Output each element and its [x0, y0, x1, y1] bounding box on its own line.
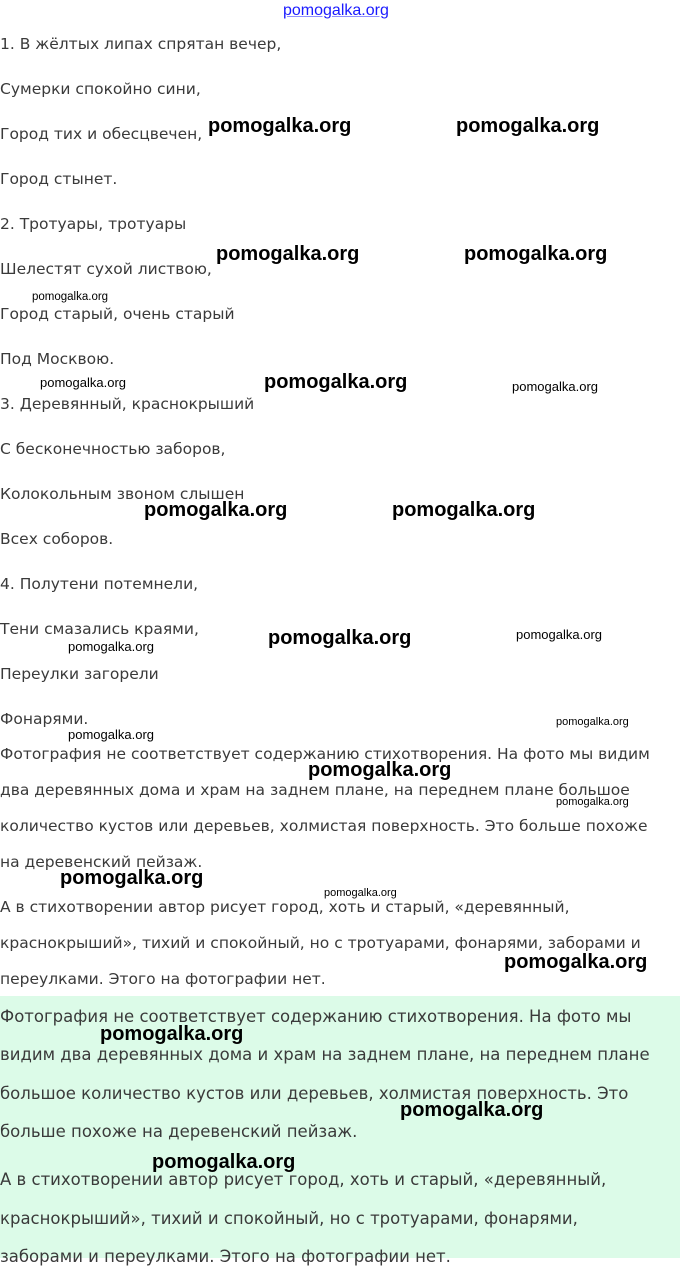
answer-line: заборами и переулками. Этого на фотографии нет.: [0, 1247, 451, 1266]
analysis-line: на деревенский пейзаж.: [0, 853, 203, 871]
poem-line: Город тих и обесцвечен,: [0, 125, 203, 143]
analysis-line: А в стихотворении автор рисует город, хоть и старый, «деревянный,: [0, 898, 570, 916]
watermark: pomogalka.org: [208, 115, 352, 137]
answer-line: видим два деревянных дома и храм на заднем плане, на переднем плане: [0, 1045, 650, 1064]
watermark: pomogalka.org: [68, 639, 154, 654]
watermark: pomogalka.org: [32, 291, 109, 303]
watermark: pomogalka.org: [308, 759, 452, 781]
watermark: pomogalka.org: [504, 951, 648, 973]
watermark: pomogalka.org: [268, 627, 412, 649]
poem-line: 1. В жёлтых липах спрятан вечер,: [0, 35, 282, 53]
analysis-line: Фотография не соответствует содержанию стихотворения. На фото мы видим: [0, 745, 650, 763]
analysis-line: краснокрыший», тихий и спокойный, но с тротуарами, фонарями, заборами и: [0, 934, 641, 952]
poem-line: Переулки загорели: [0, 665, 159, 683]
watermark: pomogalka.org: [556, 716, 629, 728]
poem-line: С бесконечностью заборов,: [0, 440, 226, 458]
watermark: pomogalka.org: [392, 499, 536, 521]
poem-line: Фонарями.: [0, 710, 89, 728]
watermark: pomogalka.org: [456, 115, 600, 137]
poem-line: 3. Деревянный, краснокрыший: [0, 395, 255, 413]
poem-line: Под Москвою.: [0, 350, 115, 368]
poem-line: Город старый, очень старый: [0, 305, 235, 323]
answer-line: Фотография не соответствует содержанию стихотворения. На фото мы: [0, 1007, 632, 1026]
poem-line: Тени смазались краями,: [0, 620, 199, 638]
poem-line: Город стынет.: [0, 170, 118, 188]
watermark: pomogalka.org: [516, 627, 602, 642]
watermark: pomogalka.org: [100, 1023, 244, 1045]
poem-line: Колокольным звоном слышен: [0, 485, 245, 503]
watermark: pomogalka.org: [264, 371, 408, 393]
analysis-line: два деревянных дома и храм на заднем плане, на переднем плане большое: [0, 781, 630, 799]
watermark: pomogalka.org: [68, 727, 154, 742]
poem-line: 4. Полутени потемнели,: [0, 575, 199, 593]
analysis-line: количество кустов или деревьев, холмистая поверхность. Это больше похоже: [0, 817, 648, 835]
watermark: pomogalka.org: [216, 243, 360, 265]
poem-line: Сумерки спокойно сини,: [0, 80, 201, 98]
answer-line: больше похоже на деревенский пейзаж.: [0, 1122, 358, 1141]
watermark: pomogalka.org: [464, 243, 608, 265]
poem-line: Всех соборов.: [0, 530, 114, 548]
watermark: pomogalka.org: [400, 1099, 544, 1121]
watermark: pomogalka.org: [40, 375, 126, 390]
answer-line: А в стихотворении автор рисует город, хоть и старый, «деревянный,: [0, 1170, 607, 1189]
answer-line: краснокрыший», тихий и спокойный, но с тротуарами, фонарями,: [0, 1209, 578, 1228]
watermark: pomogalka.org: [60, 867, 204, 889]
watermark: pomogalka.org: [144, 499, 288, 521]
watermark: pomogalka.org: [152, 1151, 296, 1173]
analysis-line: переулками. Этого на фотографии нет.: [0, 970, 326, 988]
watermark: pomogalka.org: [512, 379, 598, 394]
poem-line: 2. Тротуары, тротуары: [0, 215, 187, 233]
answer-line: большое количество кустов или деревьев, холмистая поверхность. Это: [0, 1084, 629, 1103]
watermark: pomogalka.org: [556, 796, 629, 808]
site-link[interactable]: pomogalka.org: [283, 2, 389, 19]
poem-line: Шелестят сухой листвою,: [0, 260, 212, 278]
watermark: pomogalka.org: [324, 887, 397, 899]
